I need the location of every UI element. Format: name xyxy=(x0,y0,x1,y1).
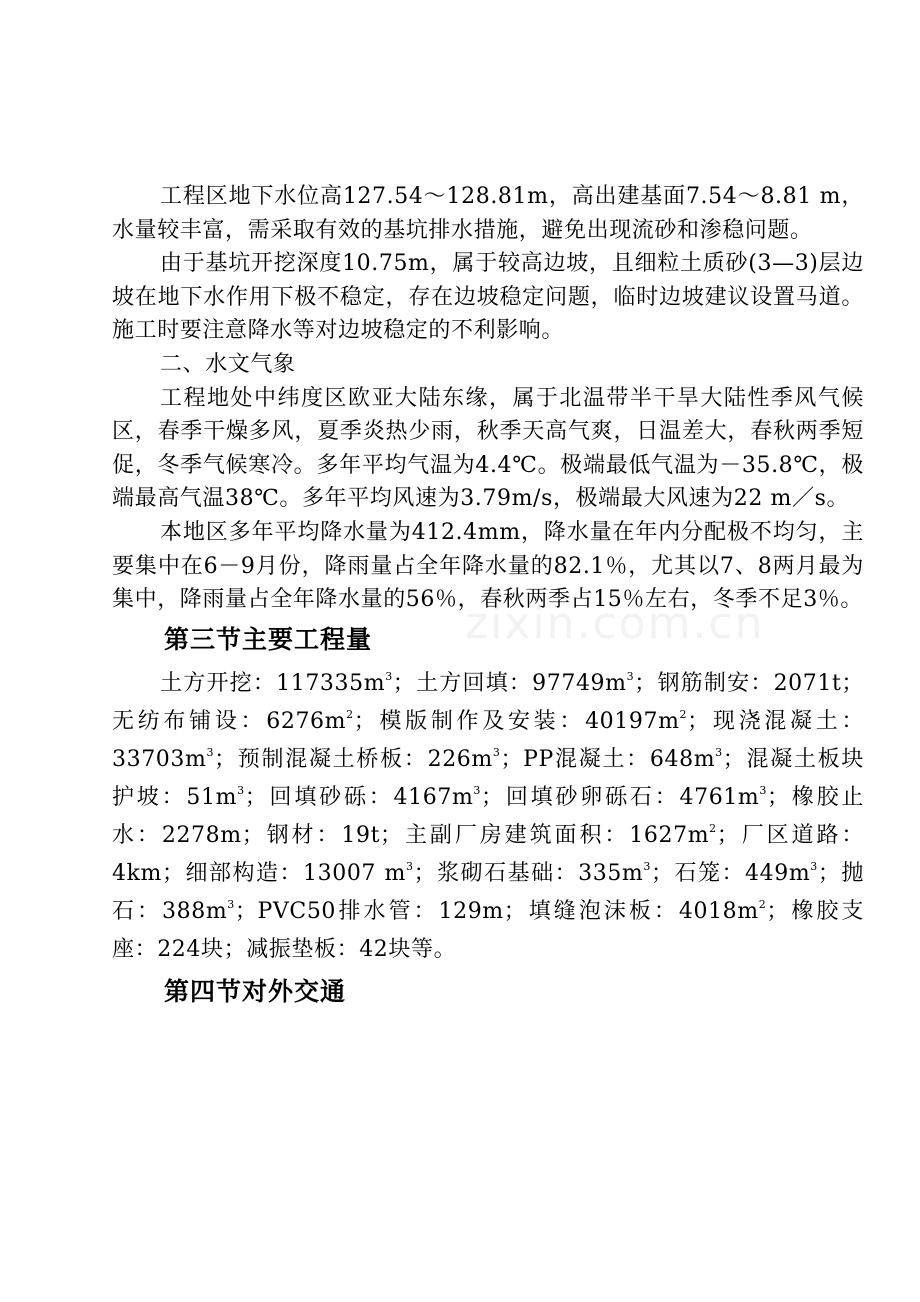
subheading-hydrology: 二、水文气象 xyxy=(160,351,296,377)
paragraph-climate: 工程地处中纬度区欧亚大陆东缘，属于北温带半干旱大陆性季风气候区，春季干燥多风，夏季炎热少雨，秋季天高气爽，日温差大，春秋两季短促，冬季气候寒冷。多年平均气温为4.4℃。极端最低气温为－35.8℃，极端最高气温38℃。多年平均风速为3.79m/s，极端最大风速为22 m／s。 xyxy=(112,385,864,512)
paragraph-quantities: 土方开挖：$117335m^3$；土方回填：$97749m^3$；钢筋制安：2071t；无纺布铺设：$6276m^2$；模版制作及安装：$40197m^2$；现浇混凝土：$33703m^3$；预制混凝土桥板：$226m^3$；PP混凝土：$648m^3$；混凝土板块护坡：$51m^3$；回填砂砾：$4167m^3$；回填砂卵砾石：$4761m^3$；橡胶止水：2278m；钢材：19t；主副厂房建筑面积：$1627m^2$；厂区道路：4km；细部构造：13007 $m^3$；浆砌石基础：$335m^3$；石笼：$449m^3$；抛石：$388m^3$；PVC50排水管：129m；填缝泡沫板：$4018m^2$；橡胶支座：224块；减振垫板：42块等。 xyxy=(112,670,865,962)
paragraph-precipitation: 本地区多年平均降水量为412.4mm，降水量在年内分配极不均匀，主要集中在6－9月份，降雨量占全年降水量的82.1％，尤其以7、8两月最为集中，降雨量占全年降水量的56％，春秋两季占15％左右，冬季不足3％。 xyxy=(112,519,864,613)
watermark: zixin.com.cn xyxy=(465,598,765,649)
section-heading-quantities: 第三节主要工程量 xyxy=(164,624,373,654)
paragraph-groundwater: 工程区地下水位高127.54～128.81m，高出建基面7.54～8.81 m，水量较丰富，需采取有效的基坑排水措施，避免出现流砂和渗稳问题。 xyxy=(112,184,864,243)
paragraph-slope: 由于基坑开挖深度10.75m，属于较高边坡，且细粒土质砂(3—3)层边坡在地下水作用下极不稳定，存在边坡稳定问题，临时边坡建议设置马道。施工时要注意降水等对边坡稳定的不利影响。 xyxy=(112,251,864,344)
section-heading-transport: 第四节对外交通 xyxy=(164,976,347,1006)
document-body xyxy=(112,180,864,1017)
